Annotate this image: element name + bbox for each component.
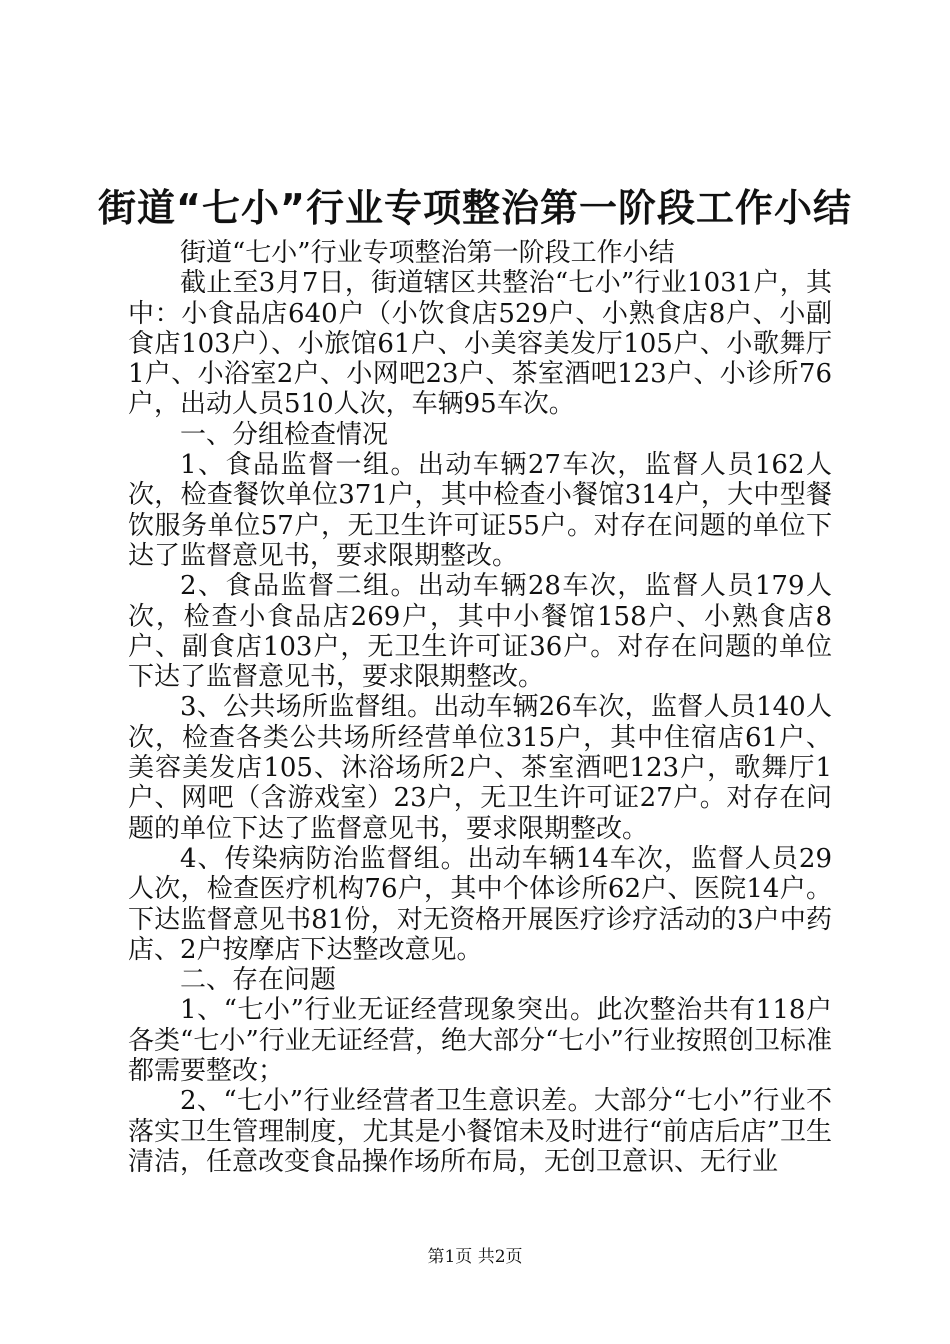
paragraph: 2、“七小”行业经营者卫生意识差。大部分“七小”行业不落实卫生管理制度，尤其是小餐馆未及时进行“前店后店”卫生清洁，任意改变食品操作场所布局，无创卫意识、无行业 — [128, 1086, 832, 1177]
section-heading: 二、存在问题 — [180, 965, 337, 996]
page-footer: 第1页 共2页 — [427, 1247, 523, 1267]
paragraph: 1、食品监督一组。出动车辆27车次，监督人员162人次，检查餐饮单位371户，其中检查小餐馆314户，大中型餐饮服务单位57户，无卫生许可证55户。对存在问题的单位下达了监督意见书，要求限期整改。 — [128, 450, 832, 571]
paragraph: 1、“七小”行业无证经营现象突出。此次整治共有118户各类“七小”行业无证经营，绝大部分“七小”行业按照创卫标准都需要整改； — [128, 995, 832, 1087]
section-heading: 一、分组检查情况 — [180, 419, 389, 450]
paragraph: 街道“七小”行业专项整治第一阶段工作小结 — [180, 238, 675, 268]
document-title: 街道“七小”行业专项整治第一阶段工作小结 — [98, 186, 852, 230]
document-body — [128, 238, 832, 1177]
paragraph: 4、传染病防治监督组。出动车辆14车次，监督人员29人次，检查医疗机构76户，其中个体诊所62户、医院14户。下达监督意见书81份，对无资格开展医疗诊疗活动的3户中药店、2户按摩店下达整改意见。 — [128, 843, 832, 965]
paragraph: 截止至3月7日，街道辖区共整治“七小”行业1031户，其中：小食品店640户（小饮食店529户、小熟食店8户、小副食店103户）、小旅馆61户、小美容美发厅105户、小歌舞厅1户、小浴室2户、小网吧23户、茶室酒吧123户、小诊所76户，出动人员510人次，车辆95车次。 — [128, 268, 832, 420]
paragraph: 2、食品监督二组。出动车辆28车次，监督人员179人次，检查小食品店269户，其中小餐馆158户、小熟食店8户、副食店103户，无卫生许可证36户。对存在问题的单位下达了监督意见书，要求限期整改。 — [128, 571, 832, 693]
paragraph: 3、公共场所监督组。出动车辆26车次，监督人员140人次，检查各类公共场所经营单位315户，其中住宿店61户、美容美发店105、沐浴场所2户、茶室酒吧123户，歌舞厅1户、网吧（含游戏室）23户，无卫生许可证27户。对存在问题的单位下达了监督意见书，要求限期整改。 — [128, 692, 832, 844]
